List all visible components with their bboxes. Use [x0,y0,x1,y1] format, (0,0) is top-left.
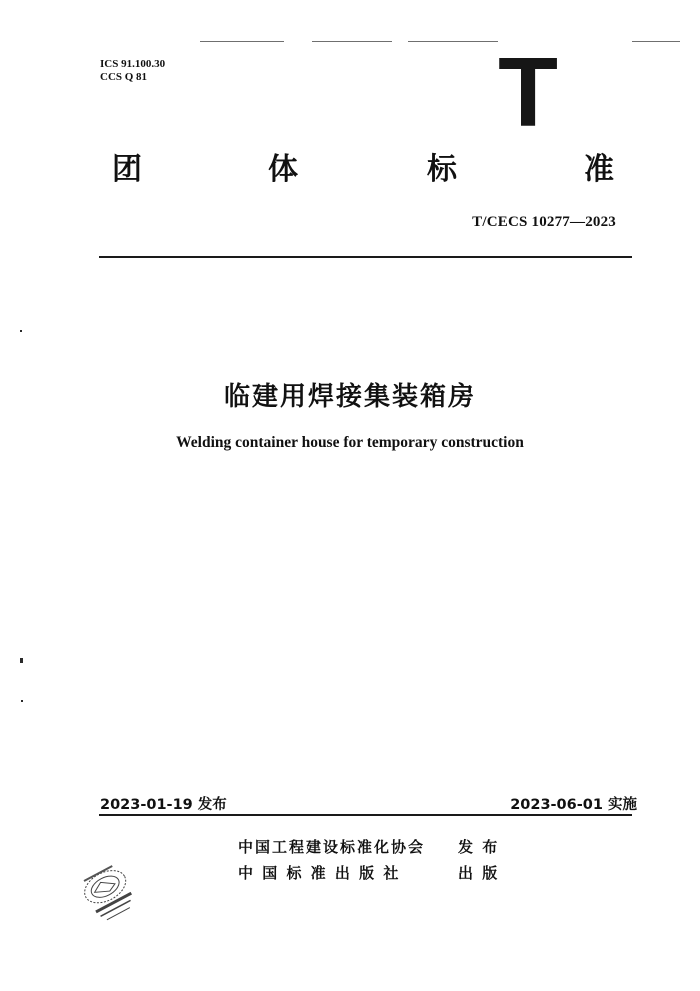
document-title-chinese: 临建用焊接集装箱房 [223,382,476,412]
header-divider [99,256,632,258]
scan-artifact-line [408,41,498,42]
anti-counterfeit-stamp-icon [66,850,150,934]
scan-artifact-dot [20,330,22,332]
ics-code: ICS 91.100.30 [100,58,166,70]
scan-artifact-line [200,41,284,42]
scan-artifact-line [312,41,392,42]
scan-artifact-dot [20,658,23,663]
standard-logo-letter: T [498,37,558,147]
standard-type-char-4: 准 [584,152,614,187]
ccs-code: CCS Q 81 [100,71,148,83]
document-title-english: Welding container house for temporary construction [176,434,524,451]
issue-date: 2023-01-19 发布 [100,797,227,813]
standard-number: T/CECS 10277—2023 [472,214,616,230]
publisher-role-2: 出 版 [458,864,500,882]
scan-artifact-line [632,41,680,42]
classification-codes [100,58,165,84]
footer-divider [99,814,632,816]
standard-type-char-2: 体 [268,152,298,187]
publisher-role-1: 发 布 [458,838,500,856]
publisher-name-1: 中国工程建设标准化协会 [238,838,426,856]
implementation-date: 2023-06-01 实施 [510,797,637,813]
standard-type-char-3: 标 [427,152,457,187]
standard-type-char-1: 团 [112,152,142,187]
scan-artifact-dot [21,700,23,702]
publisher-name-2: 中 国 标 准 出 版 社 [238,864,401,882]
